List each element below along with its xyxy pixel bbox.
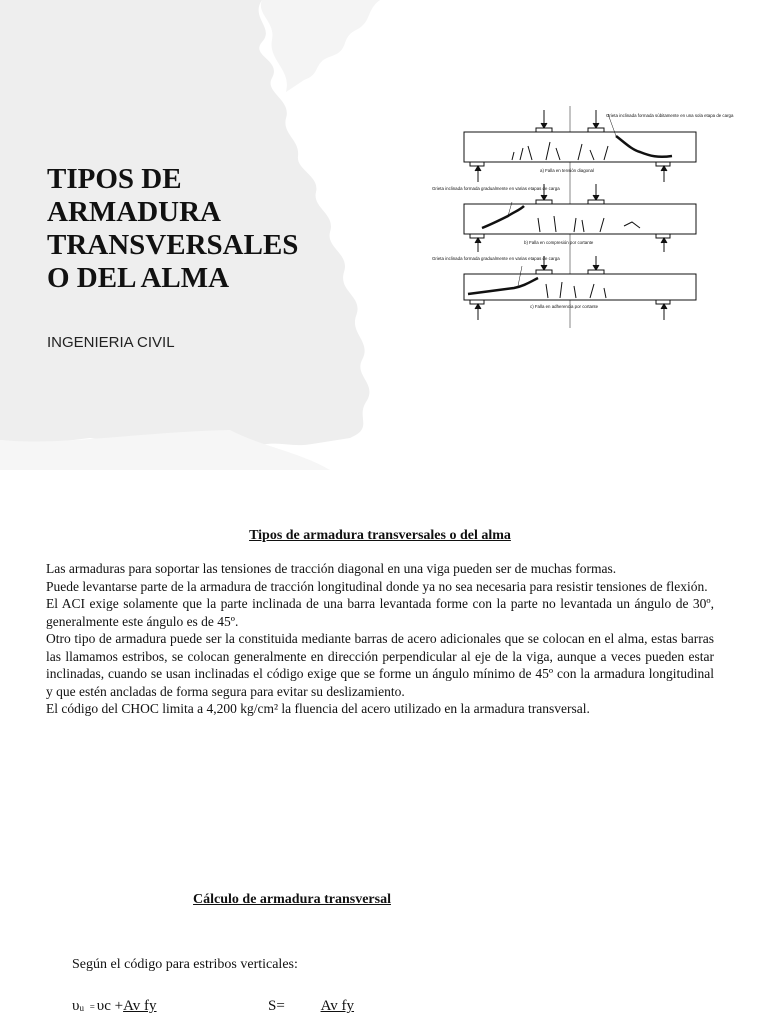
formula-equals: = [89,1002,95,1012]
section-title: Tipos de armadura transversales o del alma [249,528,511,543]
section-title-calculation: Cálculo de armadura transversal [193,892,391,907]
cover-title-line: O DEL ALMA [47,262,230,294]
beam-failure-diagram [428,106,734,328]
body-text [46,560,714,718]
paragraph: Puede levantarse parte de la armadura de tracción longitudinal donde ya no sea necesaria para resistir tensiones de flexión. [46,578,708,594]
formula-term-avfy: Av fy [123,998,157,1014]
beam-a-caption: a) Falla en tensión diagonal [540,168,594,173]
formula-lhs-sub: u [79,1003,84,1013]
paragraph: Otro tipo de armadura puede ser la constituida mediante barras de acero adicionales que se colocan en el alma, estas barras las llamamos estribos, se colocan generalmente en dirección perpendicular al eje de la viga, aunque a veces pueden estar inclinadas, cuando se usan inclinadas el código exige que se forme un ángulo mínimo de 45º con la armadura longitudinal y que estén ancladas de forma segura para evitar su deslizamiento. [46,631,714,699]
shear-formula [72,998,157,1015]
beam-b-caption: b) Falla en compresión por cortante [524,240,594,245]
spacing-formula [268,998,380,1015]
formula-intro: Según el código para estribos verticales: [72,957,298,972]
beam-c [464,256,696,320]
paragraph: Las armaduras para soportar las tensiones de tracción diagonal en una viga pueden ser de muchas formas. [46,561,617,576]
spacing-numerator-text: Av fy [320,998,355,1014]
cover-title-line: TIPOS DE [47,163,182,195]
cover-title [47,163,347,295]
cover-title-line: ARMADURA [47,196,221,228]
spacing-numerator [289,998,380,1014]
paragraph: El código del CHOC limita a 4,200 kg/cm² la fluencia del acero utilizado en la armadura transversal. [46,701,590,716]
formula-plus: + [114,998,124,1014]
beam-b-callout: Grieta inclinada formada gradualmente en varias etapas de carga [432,186,560,191]
beam-c-caption: c) Falla en adherencia por cortante [530,304,599,309]
beam-c-callout: Grieta inclinada formada gradualmente en varias etapas de carga [432,256,560,261]
beam-a-callout: Grieta inclinada formada súbitamente en una sola etapa de carga [606,113,734,118]
spacing-lhs: S= [268,998,285,1014]
cover-title-line: TRANSVERSALES [47,229,299,261]
formula-term-vc: υc [96,998,111,1014]
formula-lhs: υ [72,998,80,1014]
cover-subtitle: INGENIERIA CIVIL [47,334,175,351]
paragraph: El ACI exige solamente que la parte inclinada de una barra levantada forme con la parte no levantada un ángulo de 30º, generalmente este ángulo es de 45º. [46,596,714,629]
